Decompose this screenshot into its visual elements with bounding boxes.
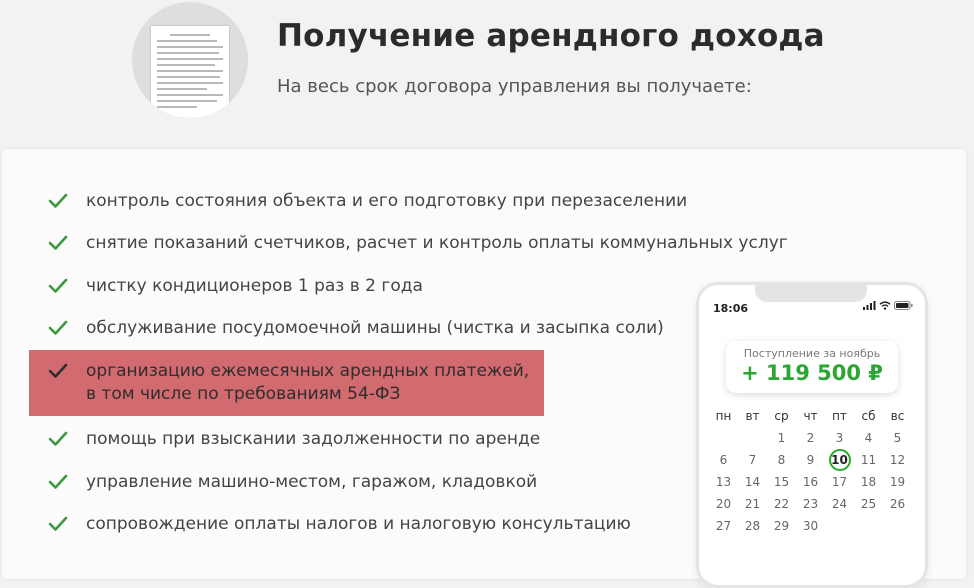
feature-text: контроль состояния объекта и его подготовку при перезаселении: [86, 191, 688, 211]
check-icon: [48, 235, 68, 251]
check-icon: [48, 431, 68, 447]
weekday-label: чт: [803, 409, 818, 423]
check-icon: [48, 363, 68, 379]
check-icon: [48, 278, 68, 294]
check-icon: [48, 193, 68, 209]
payment-amount: + 119 500 ₽: [741, 361, 883, 385]
calendar-day[interactable]: 27: [715, 519, 732, 533]
weekday-label: сб: [861, 409, 876, 423]
calendar-day-selected[interactable]: 10: [829, 449, 851, 471]
calendar-day[interactable]: 28: [744, 519, 761, 533]
calendar-day[interactable]: 9: [806, 453, 815, 467]
feature-text-line: в том числе по требованиям 54-ФЗ: [86, 384, 401, 404]
calendar-day[interactable]: 19: [889, 475, 906, 489]
calendar-day[interactable]: 15: [773, 475, 790, 489]
calendar: [709, 405, 912, 537]
feature-text-line: организацию ежемесячных арендных платежей,: [86, 361, 530, 381]
calendar-day[interactable]: 17: [831, 475, 848, 489]
calendar-day[interactable]: 14: [744, 475, 761, 489]
calendar-week: [709, 515, 912, 537]
payment-label: Поступление за ноябрь: [743, 347, 881, 360]
calendar-day[interactable]: 22: [773, 497, 790, 511]
weekday-label: вт: [745, 409, 760, 423]
feature-item: [48, 513, 631, 536]
feature-text: управление машино-местом, гаражом, кладовкой: [86, 472, 538, 492]
feature-item: [48, 190, 687, 213]
document-icon: [151, 26, 229, 118]
feature-text: [86, 360, 529, 406]
calendar-day[interactable]: [883, 515, 912, 537]
feature-text: снятие показаний счетчиков, расчет и контроль оплаты коммунальных услуг: [86, 233, 788, 253]
battery-icon: [894, 301, 913, 310]
signal-icon: [863, 301, 876, 310]
calendar-day[interactable]: 21: [744, 497, 761, 511]
calendar-day[interactable]: 11: [860, 453, 877, 467]
calendar-day[interactable]: 29: [773, 519, 790, 533]
status-time: 18:06: [713, 302, 749, 315]
calendar-day[interactable]: 25: [860, 497, 877, 511]
check-icon: [48, 474, 68, 490]
calendar-day[interactable]: 16: [802, 475, 819, 489]
feature-item: [48, 232, 788, 255]
feature-text: чистку кондиционеров 1 раз в 2 года: [86, 276, 423, 296]
wifi-icon: [879, 301, 891, 310]
calendar-day[interactable]: 30: [802, 519, 819, 533]
document-thumbnail: [132, 2, 248, 118]
calendar-day[interactable]: [854, 515, 883, 537]
feature-item: [48, 428, 540, 451]
weekday-label: ср: [774, 409, 789, 423]
status-icons: [863, 301, 913, 310]
calendar-day[interactable]: 2: [806, 431, 815, 445]
calendar-week: [709, 471, 912, 493]
calendar-day[interactable]: 1: [777, 431, 786, 445]
calendar-day[interactable]: 5: [893, 431, 902, 445]
calendar-day[interactable]: 23: [802, 497, 819, 511]
page-title: Получение арендного дохода: [277, 18, 825, 54]
calendar-day[interactable]: 20: [715, 497, 732, 511]
calendar-day[interactable]: 13: [715, 475, 732, 489]
calendar-day[interactable]: 18: [860, 475, 877, 489]
calendar-day[interactable]: 8: [777, 453, 786, 467]
weekday-label: вс: [890, 409, 905, 423]
calendar-day[interactable]: 4: [864, 431, 873, 445]
weekday-label: пт: [832, 409, 847, 423]
feature-text: сопровождение оплаты налогов и налоговую консультацию: [86, 514, 631, 534]
calendar-day[interactable]: 24: [831, 497, 848, 511]
phone-notch: [755, 282, 867, 302]
feature-item: [48, 275, 423, 298]
calendar-day[interactable]: 12: [889, 453, 906, 467]
calendar-day[interactable]: 6: [719, 453, 728, 467]
calendar-day[interactable]: [825, 515, 854, 537]
calendar-week: [709, 493, 912, 515]
weekday-label: пн: [715, 409, 732, 423]
feature-text: помощь при взыскании задолженности по аренде: [86, 429, 541, 449]
check-icon: [48, 516, 68, 532]
feature-item: [48, 317, 664, 340]
payment-card: [726, 341, 898, 393]
calendar-day[interactable]: 26: [889, 497, 906, 511]
calendar-week: [709, 427, 912, 449]
feature-item-highlighted: [48, 360, 529, 406]
calendar-weekdays: [709, 405, 912, 427]
feature-item: [48, 471, 537, 494]
feature-text: обслуживание посудомоечной машины (чистка и засыпка соли): [86, 318, 664, 338]
calendar-day[interactable]: [738, 427, 767, 449]
check-icon: [48, 320, 68, 336]
calendar-day[interactable]: 3: [835, 431, 844, 445]
calendar-week: [709, 449, 912, 471]
page-subtitle: На весь срок договора управления вы получаете:: [277, 76, 752, 97]
calendar-day[interactable]: [709, 427, 738, 449]
phone-mockup: [696, 282, 928, 588]
calendar-day[interactable]: 7: [748, 453, 757, 467]
